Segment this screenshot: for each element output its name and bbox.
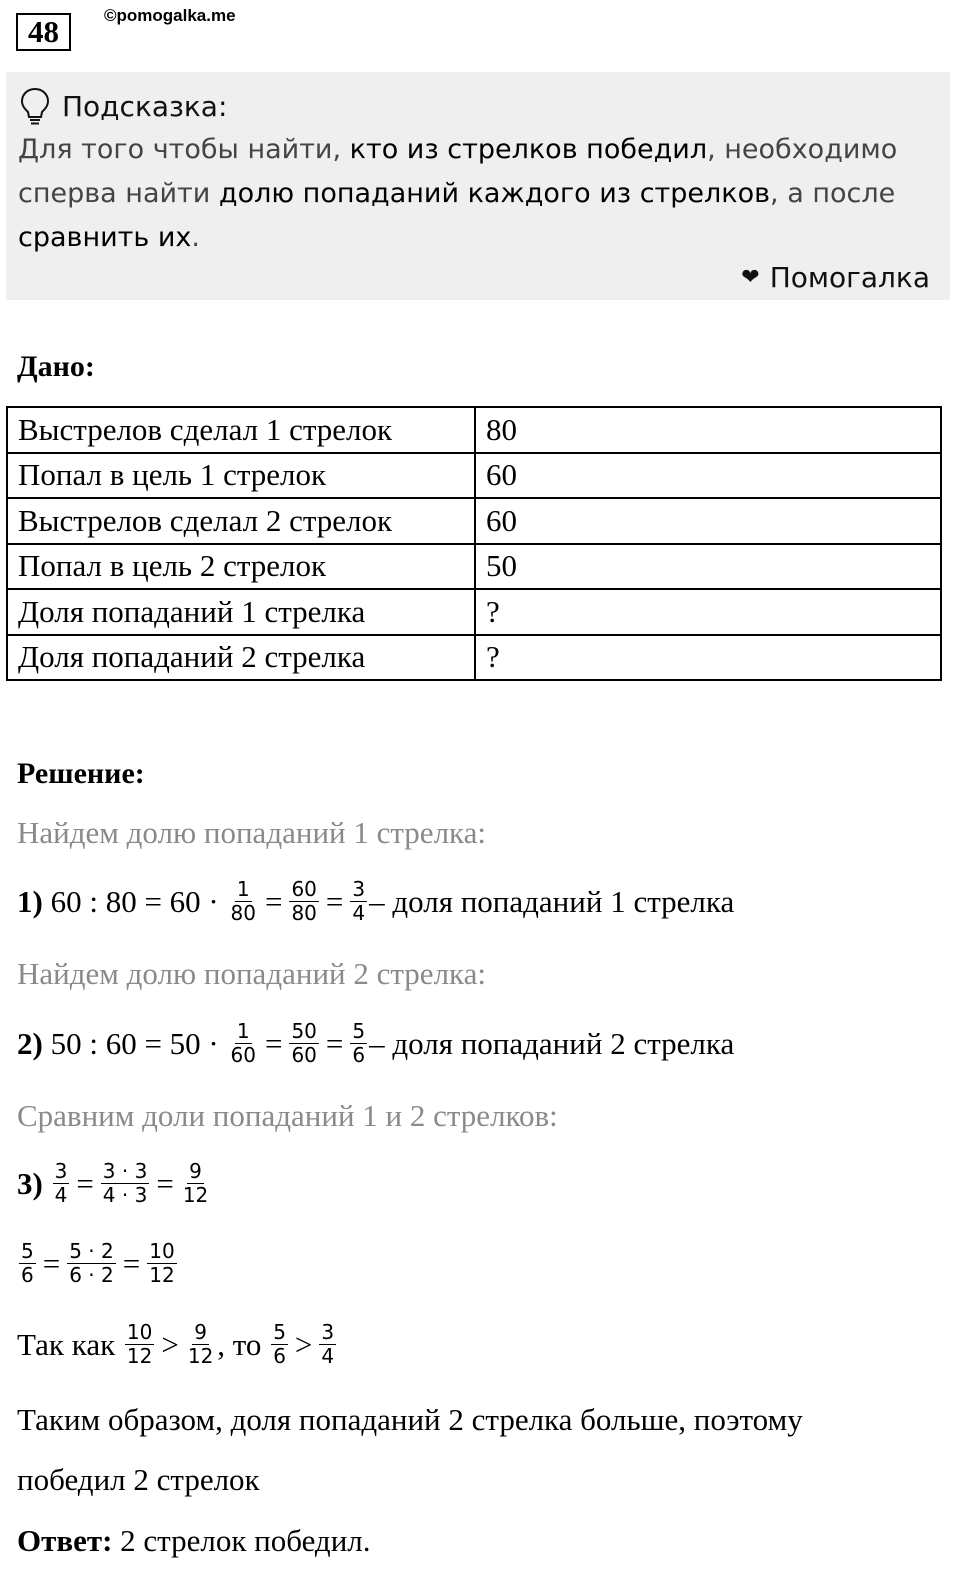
step3-second-fraction: $\frac{5}{6}$ = $\frac{5 \cdot 2}{6 \cdot 2}$ = $\frac{10}{12}$ [21, 1239, 175, 1287]
conclusion-line-1: Таким образом, доля попаданий 2 стрелка больше, поэтому [17, 1402, 803, 1437]
heart-icon: ❤ [741, 265, 760, 290]
hint-title: Подсказка: [62, 89, 228, 123]
given-table [6, 406, 942, 681]
table-row: Попал в цель 1 стрелок 60 [7, 453, 941, 499]
conclusion-line-2: победил 2 стрелок [17, 1462, 260, 1497]
step3-intro: Сравним доли попаданий 1 и 2 стрелков: [17, 1098, 558, 1133]
step1-equation: 1) 60 : 80 = 60 · $\frac{1}{80}$ = $\frac{60}{80}$ = $\frac{3}{4}$ – доля попаданий 1 стрелка [17, 877, 735, 925]
step2-equation: 2) 50 : 60 = 50 · $\frac{1}{60}$ = $\frac{50}{60}$ = $\frac{5}{6}$ – доля попаданий 2 стрелка [17, 1019, 735, 1067]
problem-number: 48 [16, 13, 71, 51]
solution-label: Решение: [17, 757, 145, 790]
site-watermark: ©pomogalka.me [104, 6, 236, 25]
step2-intro: Найдем долю попаданий 2 стрелка: [17, 956, 486, 991]
table-row: Доля попаданий 1 стрелка ? [7, 589, 941, 635]
answer-label: Ответ: [17, 1523, 113, 1558]
comparison-line: Так как $\frac{10}{12}$ > $\frac{9}{12}$ , то $\frac{5}{6}$ > $\frac{3}{4}$ [17, 1320, 335, 1368]
hint-signature: ❤ Помогалка [741, 261, 930, 294]
answer-line [17, 1523, 371, 1559]
step3-first-fraction: 3) $\frac{3}{4}$ = $\frac{3 \cdot 3}{4 \cdot 3}$ = $\frac{9}{12}$ [17, 1159, 209, 1207]
step1-intro: Найдем долю попаданий 1 стрелка: [17, 815, 486, 850]
table-row: Попал в цель 2 стрелок 50 [7, 544, 941, 590]
answer-text: 2 стрелок победил. [112, 1523, 371, 1558]
hint-box [6, 72, 950, 300]
table-row: Выстрелов сделал 1 стрелок 80 [7, 407, 941, 453]
table-row: Доля попаданий 2 стрелка ? [7, 635, 941, 681]
hint-text: Для того чтобы найти, кто из стрелков победил, необходимо сперва найти долю попаданий каждого из стрелков, а после сравнить их. [18, 134, 898, 253]
table-row: Выстрелов сделал 2 стрелок 60 [7, 498, 941, 544]
lightbulb-icon [18, 86, 52, 126]
given-label: Дано: [17, 350, 95, 383]
